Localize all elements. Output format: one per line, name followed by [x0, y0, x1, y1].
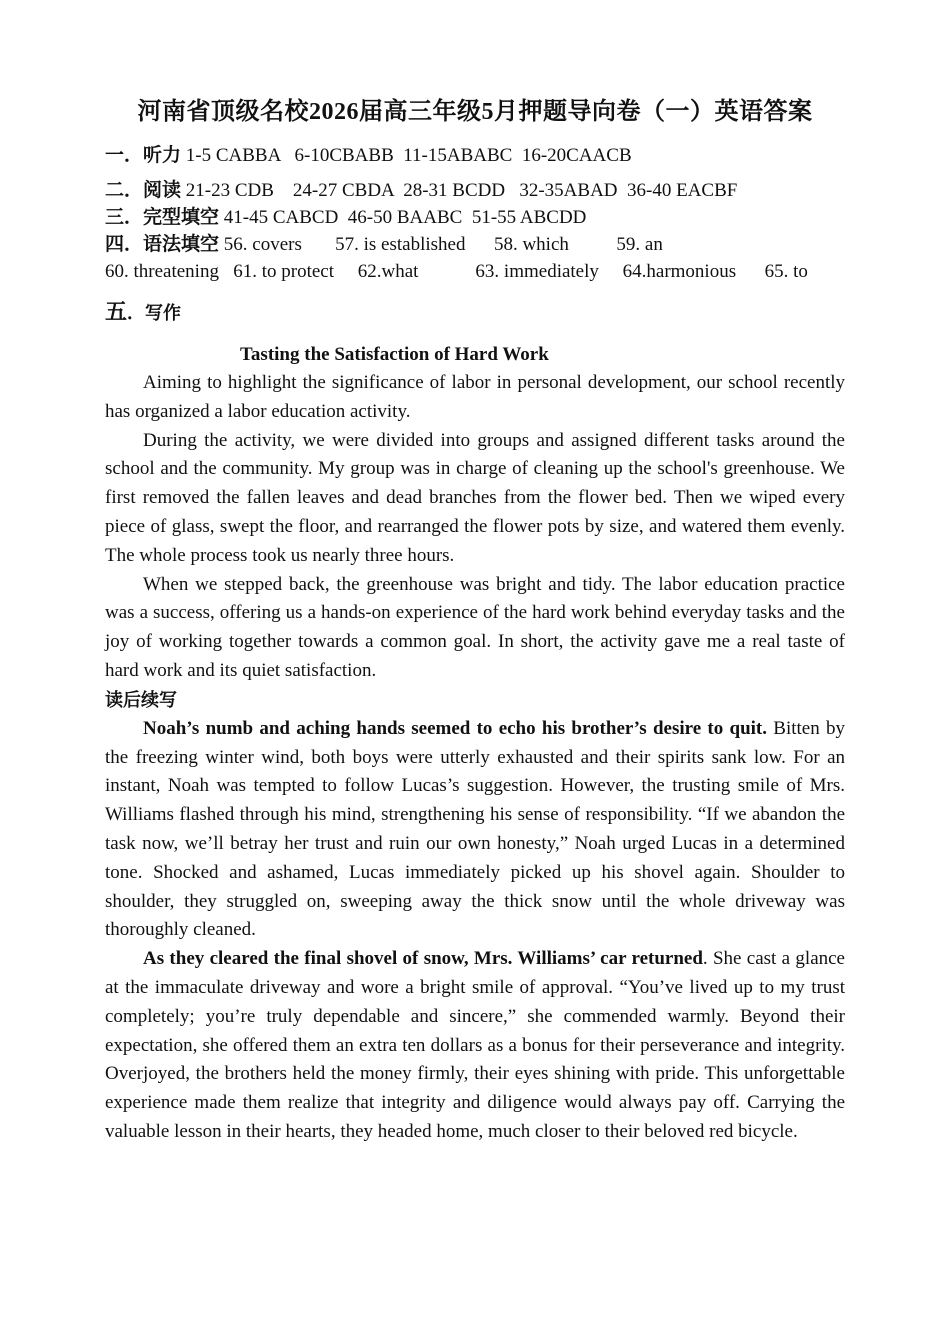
- writing-section-heading: [105, 297, 845, 328]
- cloze-answers: [105, 204, 845, 231]
- essay-paragraph-1: Aiming to highlight the significance of labor in personal development, our school recently has organized a labor education activity.: [105, 372, 845, 422]
- essay-paragraph-3: When we stepped back, the greenhouse was bright and tidy. The labor education practice was a success, offering us a hands-on experience of the hard work behind everyday tasks and the joy of working together towards a common goal. In short, the activity gave me a real taste of hard work and its quiet satisfaction.: [105, 573, 845, 681]
- continuation-heading: 读后续写: [105, 689, 177, 710]
- writing-section-number: 五: [105, 299, 128, 324]
- grammar-answers: [105, 231, 845, 258]
- listening-label: 一．听力: [105, 145, 182, 166]
- essay-title: Tasting the Satisfaction of Hard Work: [240, 344, 549, 365]
- cloze-label: 三．完型填空: [105, 207, 220, 228]
- continuation-paragraph-1: [105, 715, 845, 945]
- grammar-answers-2: 60. threatening 61. to protect 62.what 63. immediately 64.harmonious 65. to: [105, 261, 808, 282]
- continuation-paragraph-2: [105, 945, 845, 1147]
- essay-paragraph-2: During the activity, we were divided into groups and assigned different tasks around the school and the community. My group was in charge of cleaning up the school's greenhouse. We first removed the fallen leaves and dead branches from the flower bed. Then we wiped every piece of glass, swept the floor, and rearranged the flower pots by size, and watered them evenly. The whole process took us nearly three hours.: [105, 429, 845, 566]
- cloze-text: 41-45 CABCD 46-50 BAABC 51-55 ABCDD: [219, 207, 587, 228]
- listening-text: 1-5 CABBA 6-10CBABB 11-15ABABC 16-20CAACB: [181, 145, 632, 166]
- listening-answers: [105, 142, 845, 169]
- answer-sheet: [105, 92, 845, 1147]
- continuation-text-2: . She cast a glance at the immaculate driveway and wore a bright smile of approval. “You’ve lived up to my trust completely; you’re truly dependable and sincere,” she commended warmly. Beyond their expectation, she offered them an extra ten dollars as a bonus for their perseverance and integrity. Overjoyed, the brothers held the money firmly, their eyes shining with pride. This unforgettable experience made them realize that integrity and diligence would always pay off. Carrying the valuable lesson in their hearts, they headed home, much closer to their beloved red bicycle.: [105, 948, 845, 1142]
- page-title: 河南省顶级名校2026届高三年级5月押题导向卷（一）英语答案: [137, 99, 813, 125]
- grammar-label: 四．语法填空: [105, 234, 220, 255]
- continuation-text-1: Bitten by the freezing winter wind, both boys were utterly exhausted and their spirits sank low. For an instant, Noah was tempted to follow Lucas’s suggestion. However, the trusting smile of Mrs. Williams flashed through his mind, strengthening his sense of responsibility. “If we abandon the task now, we’ll betray her trust and ruin our own honesty,” Noah urged Lucas in a determined tone. Shocked and ashamed, Lucas immediately picked up his shovel again. Shoulder to shoulder, they struggled on, sweeping away the thick snow until the whole driveway was thoroughly cleaned.: [105, 717, 845, 941]
- reading-answers: [105, 177, 845, 204]
- reading-text: 21-23 CDB 24-27 CBDA 28-31 BCDD 32-35ABAD 36-40 EACBF: [181, 180, 738, 201]
- continuation-lead-1: Noah’s numb and aching hands seemed to echo his brother’s desire to quit.: [143, 717, 767, 739]
- reading-label: 二．阅读: [105, 180, 182, 201]
- continuation-lead-2: As they cleared the final shovel of snow, Mrs. Williams’ car returned: [143, 948, 703, 970]
- writing-section-label: ．写作: [127, 303, 182, 323]
- grammar-text: 56. covers 57. is established 58. which 59. an: [219, 234, 663, 255]
